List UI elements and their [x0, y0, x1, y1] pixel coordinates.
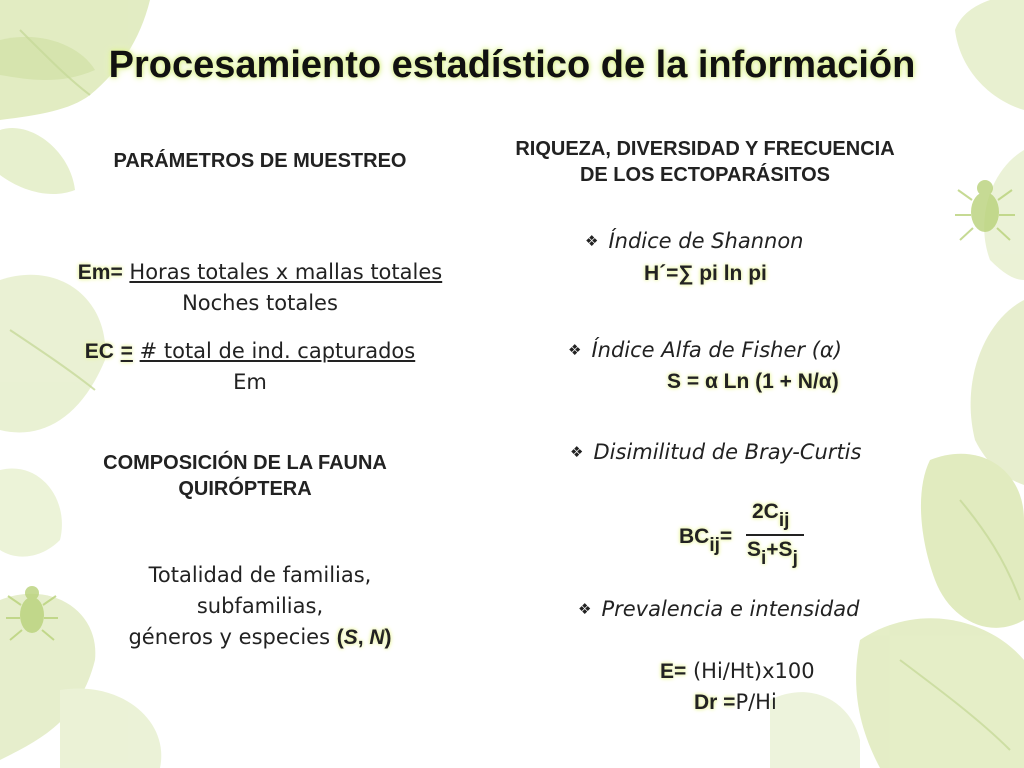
- composition-n: N: [369, 626, 385, 649]
- ec-numerator: # total de ind. capturados: [139, 339, 416, 363]
- bray-curtis-bullet: [570, 440, 861, 464]
- ec-denominator: Em: [233, 370, 267, 394]
- sampling-parameters-heading: PARÁMETROS DE MUESTREO: [113, 150, 407, 172]
- diamond-bullet-icon: ❖: [578, 600, 592, 618]
- composition-comma: ,: [357, 626, 370, 649]
- den-subscript-i: i: [761, 548, 767, 569]
- intensity-dr-expr: P/Hi: [735, 690, 777, 714]
- prevalence-e-expr: (Hi/Ht)x100: [686, 659, 815, 683]
- fauna-composition-text: [60, 560, 460, 653]
- bray-curtis-numerator: [752, 500, 790, 531]
- ec-equals: =: [120, 340, 133, 363]
- bray-curtis-lhs: [679, 525, 733, 556]
- fisher-label: Índice Alfa de Fisher (α): [591, 338, 842, 362]
- bc-equals: =: [719, 525, 733, 548]
- shannon-formula: H´=∑ pi ln pi: [644, 262, 767, 285]
- bray-curtis-denominator: [747, 538, 798, 569]
- ec-formula: [30, 336, 470, 398]
- den-subscript-j: j: [792, 548, 798, 569]
- em-numerator-line: [30, 257, 490, 288]
- composition-line1: Totalidad de familias,: [148, 563, 372, 587]
- ectoparasites-heading: [470, 136, 940, 188]
- bc-symbol: BC: [679, 525, 710, 548]
- slide-title: Procesamiento estadístico de la información: [108, 44, 916, 86]
- prevalence-label: Prevalencia e intensidad: [601, 597, 860, 621]
- bc-subscript: ij: [709, 535, 720, 556]
- bray-curtis-formula: [675, 496, 810, 582]
- em-formula: [30, 257, 490, 319]
- shannon-label: Índice de Shannon: [608, 229, 804, 253]
- fraction-bar: [746, 534, 804, 536]
- composition-s: S: [343, 626, 358, 649]
- ectoparasites-heading-line2: DE LOS ECTOPARÁSITOS: [579, 164, 831, 186]
- diamond-bullet-icon: ❖: [568, 341, 582, 359]
- shannon-bullet: [585, 229, 803, 253]
- prevalence-bullet: [578, 597, 859, 621]
- fauna-heading-line2: QUIRÓPTERA: [178, 478, 312, 500]
- fauna-composition-heading: [45, 450, 445, 502]
- fisher-bullet: [568, 338, 842, 362]
- ec-numerator-line: [30, 336, 470, 367]
- composition-line3-prefix: géneros y especies: [128, 625, 337, 649]
- numerator-subscript: ij: [778, 510, 790, 531]
- fisher-formula: S = α Ln (1 + N/α): [667, 370, 839, 393]
- composition-line3: [60, 622, 460, 653]
- composition-open-paren: (: [336, 626, 344, 649]
- em-numerator: Horas totales x mallas totales: [129, 260, 443, 284]
- diamond-bullet-icon: ❖: [585, 232, 599, 250]
- prevalence-e-label: E=: [660, 660, 687, 683]
- numerator-symbol: 2C: [752, 500, 779, 523]
- ectoparasites-heading-line1: RIQUEZA, DIVERSIDAD Y FRECUENCIA: [515, 138, 895, 160]
- fauna-heading-line1: COMPOSICIÓN DE LA FAUNA: [103, 452, 387, 474]
- em-label: Em=: [77, 261, 123, 284]
- composition-close-paren: ): [384, 626, 392, 649]
- den-s1: S: [747, 538, 762, 561]
- ec-label: EC: [84, 340, 114, 363]
- den-plus-s: +S: [766, 538, 793, 561]
- composition-line2: subfamilias,: [196, 594, 324, 618]
- em-denominator: Noches totales: [182, 291, 338, 315]
- intensity-dr-label: Dr =: [694, 691, 736, 714]
- intensity-formula: [694, 690, 777, 715]
- diamond-bullet-icon: ❖: [570, 443, 584, 461]
- bray-curtis-label: Disimilitud de Bray-Curtis: [593, 440, 862, 464]
- prevalence-formula: [660, 659, 815, 684]
